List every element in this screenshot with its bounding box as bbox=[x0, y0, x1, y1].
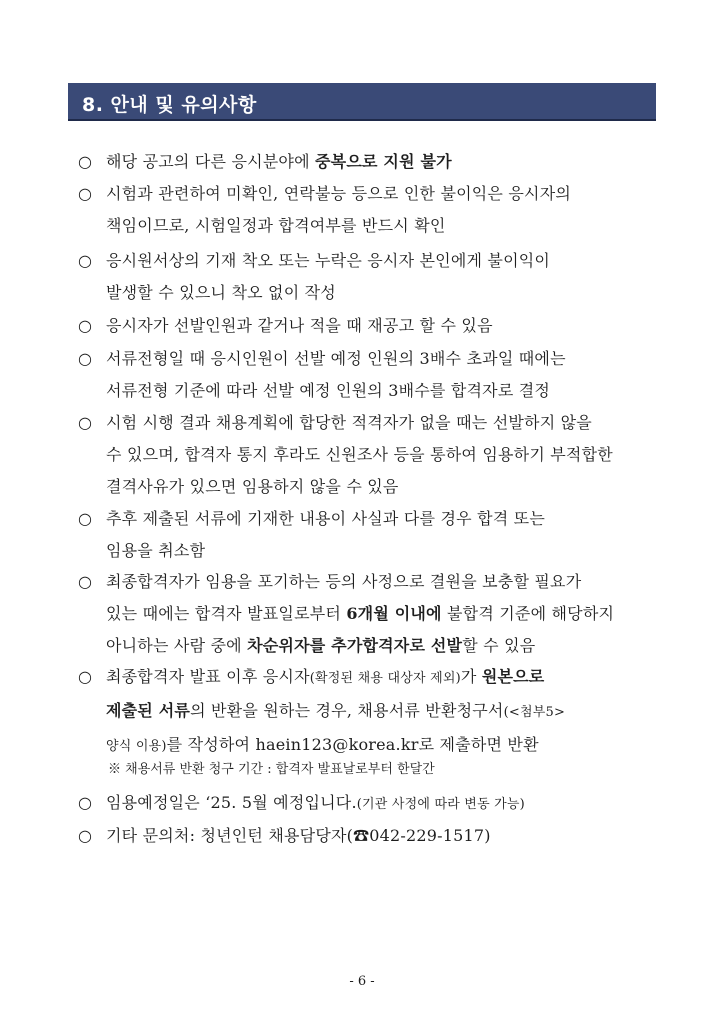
note-text: ※ 채용서류 반환 청구 기간 : 합격자 발표날로부터 한달간 bbox=[108, 762, 435, 777]
circle-bullet-icon: ○ bbox=[78, 413, 92, 432]
page-number: - 6 - bbox=[349, 974, 375, 989]
list-item: ○ 응시원서상의 기재 착오 또는 누락은 응시자 본인에게 불이익이 발생할 수 있으니 착오 없이 작성 bbox=[78, 245, 658, 309]
phone-icon: ☎ bbox=[353, 826, 370, 845]
circle-bullet-icon: ○ bbox=[78, 349, 92, 368]
list-item: ○ 최종합격자가 임용을 포기하는 등의 사정으로 결원을 보충할 필요가 있는 때에는 합격자 발표일로부터 6개월 이내에 불합격 기준에 해당하지 아니하는 사람 중에 차순위자를 추가합격자로 선발할 수 있음 bbox=[78, 566, 658, 662]
circle-bullet-icon: ○ bbox=[78, 184, 92, 203]
circle-bullet-icon: ○ bbox=[78, 572, 92, 591]
circle-bullet-icon: ○ bbox=[78, 793, 92, 812]
list-item: ○ 응시자가 선발인원과 같거나 적을 때 재공고 할 수 있음 bbox=[78, 310, 658, 342]
section-header bbox=[68, 83, 656, 121]
circle-bullet-icon: ○ bbox=[78, 509, 92, 528]
section-title: 8. 안내 및 유의사항 bbox=[82, 94, 257, 116]
circle-bullet-icon: ○ bbox=[78, 251, 92, 270]
list-item: ○ 임용예정일은 ‘25. 5월 예정입니다.(기관 사정에 따라 변동 가능) bbox=[78, 787, 658, 821]
list-item: ○ 서류전형일 때 응시인원이 선발 예정 인원의 3배수 초과일 때에는 서류전형 기준에 따라 선발 예정 인원의 3배수를 합격자로 결정 bbox=[78, 343, 658, 407]
list-item: ○ 시험 시행 결과 채용계획에 합당한 적격자가 없을 때는 선발하지 않을 수 있으며, 합격자 통지 후라도 신원조사 등을 통하여 임용하기 부적합한 결격사유가 있으면 임용하지 않을 수 있음 bbox=[78, 407, 658, 503]
list-item: ○ 추후 제출된 서류에 기재한 내용이 사실과 다를 경우 합격 또는 임용을 취소함 bbox=[78, 503, 658, 567]
circle-bullet-icon: ○ bbox=[78, 667, 92, 686]
list-item: ○ 시험과 관련하여 미확인, 연락불능 등으로 인한 불이익은 응시자의 책임이므로, 시험일정과 합격여부를 반드시 확인 bbox=[78, 178, 658, 242]
circle-bullet-icon: ○ bbox=[78, 152, 92, 171]
circle-bullet-icon: ○ bbox=[78, 316, 92, 335]
list-item: ○ 해당 공고의 다른 응시분야에 중복으로 지원 불가 bbox=[78, 146, 658, 178]
circle-bullet-icon: ○ bbox=[78, 826, 92, 845]
list-item: ○ 기타 문의처: 청년인턴 채용담당자(☎042-229-1517) bbox=[78, 820, 658, 852]
list-item: ○ 최종합격자 발표 이후 응시자(확정된 채용 대상자 제외)가 원본으로 제출된 서류의 반환을 원하는 경우, 채용서류 반환청구서(<첨부5> 양식 이용)를 작성하여 haein123@korea.kr로 제출하면 반환 bbox=[78, 661, 658, 763]
